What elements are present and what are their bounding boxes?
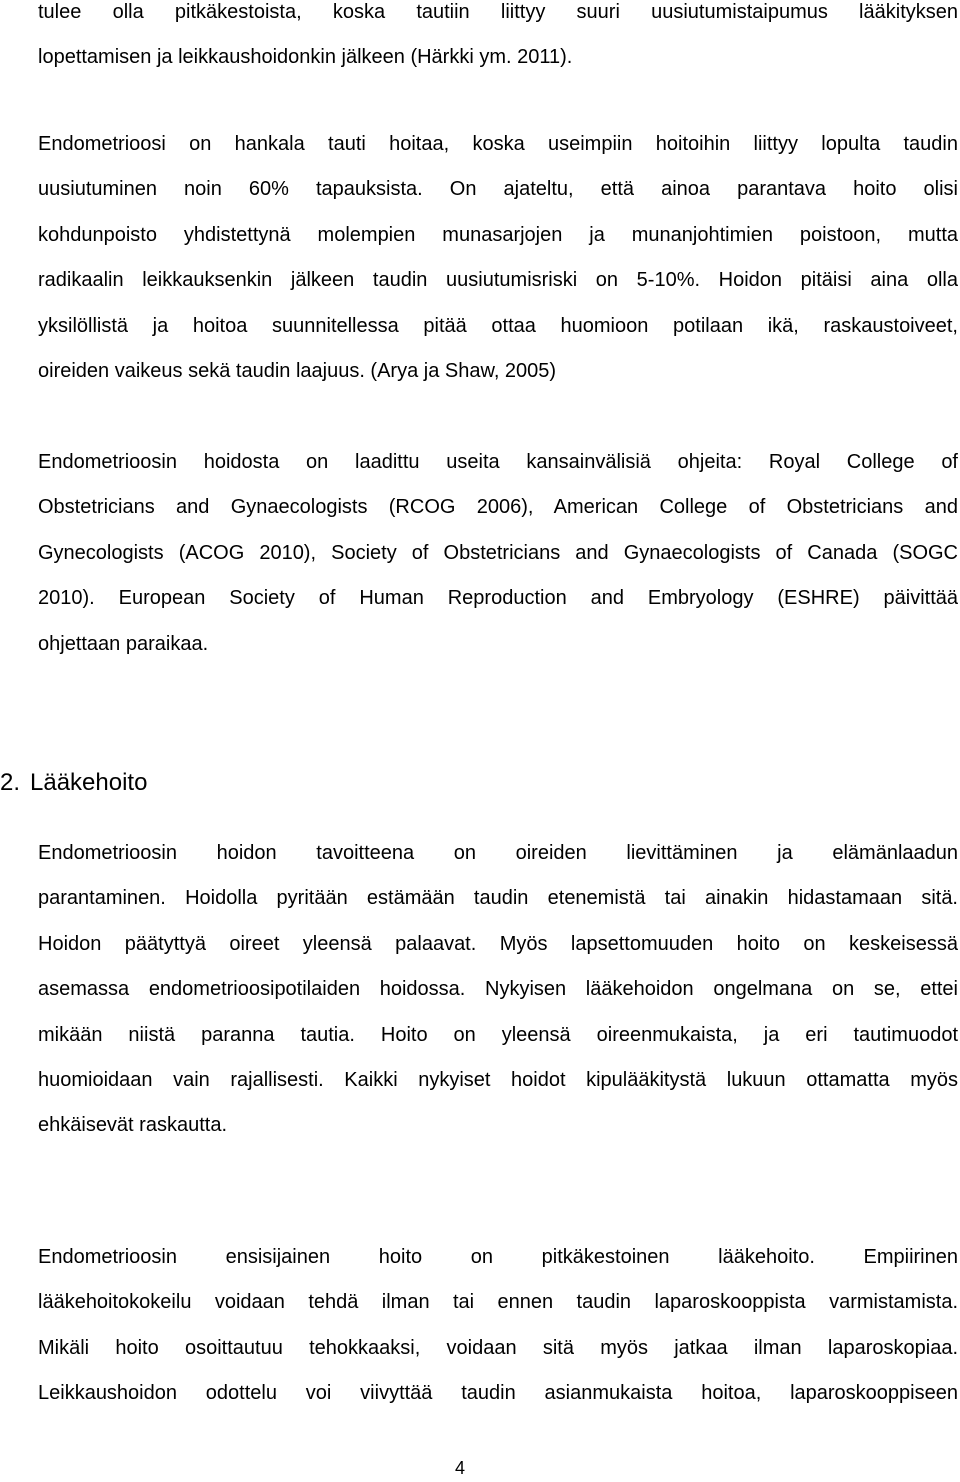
text-line: Endometrioosin hoidosta on laadittu useita kansainvälisiä ohjeita: Royal College of	[38, 451, 958, 473]
section-heading	[0, 768, 148, 798]
section-number: 2.	[0, 769, 21, 796]
text-line: uusiutuminen noin 60% tapauksista. On ajateltu, että ainoa parantava hoito olisi	[38, 178, 958, 201]
paragraph-treatment-goals	[38, 831, 958, 1149]
text-line: yksilöllistä ja hoitoa suunnitellessa pitää ottaa huomioon potilaan ikä, raskaustoiveet,	[38, 314, 958, 337]
paragraph-guidelines	[38, 440, 958, 667]
text-line: 2010). European Society of Human Reproduction and Embryology (ESHRE) päivittää	[38, 587, 958, 610]
text-line: radikaalin leikkauksenkin jälkeen taudin uusiutumisriski on 5-10%. Hoidon pitäisi aina olla	[38, 269, 958, 292]
text-line: Hoidon päätyttyä oireet yleensä palaavat. Myös lapsettomuuden hoito on keskeisessä	[38, 932, 958, 955]
text-line: Mikäli hoito osoittautuu tehokkaaksi, voidaan sitä myös jatkaa ilman laparoskopiaa.	[38, 1336, 958, 1359]
text-line: lääkehoitokokeilu voidaan tehdä ilman tai ennen taudin laparoskooppista varmistamista.	[38, 1291, 958, 1314]
text-line: ohjettaan paraikaa.	[38, 632, 209, 655]
text-line: mikään niistä paranna tautia. Hoito on yleensä oireenmukaista, ja eri tautimuodot	[38, 1023, 958, 1046]
page-number: 4	[454, 1458, 465, 1478]
text-line: asemassa endometrioosipotilaiden hoidossa. Nykyisen lääkehoidon ongelmana on se, ettei	[38, 978, 958, 1001]
text-line: lopettamisen ja leikkaushoidonkin jälkeen (Härkki ym. 2011).	[38, 46, 573, 69]
text-line: parantaminen. Hoidolla pyritään estämään taudin etenemistä tai ainakin hidastamaan sitä.	[38, 887, 958, 910]
paragraph-treatment-difficulty	[38, 122, 958, 394]
text-line: oireiden vaikeus sekä taudin laajuus. (Arya ja Shaw, 2005)	[38, 360, 557, 383]
text-line: Endometrioosi on hankala tauti hoitaa, koska useimpiin hoitoihin liittyy lopulta taudin	[38, 133, 958, 155]
text-line: Leikkaushoidon odottelu voi viivyttää taudin asianmukaista hoitoa, laparoskooppiseen	[38, 1382, 958, 1405]
paragraph-continuation	[38, 0, 958, 81]
text-line: ehkäisevät raskautta.	[38, 1114, 227, 1137]
text-line: huomioidaan vain rajallisesti. Kaikki nykyiset hoidot kipulääkitystä lukuun ottamatta myös	[38, 1069, 958, 1092]
text-line: Endometrioosin ensisijainen hoito on pitkäkestoinen lääkehoito. Empiirinen	[38, 1246, 958, 1268]
text-line: Gynecologists (ACOG 2010), Society of Obstetricians and Gynaecologists of Canada (SOGC	[38, 541, 958, 564]
text-line: Endometrioosin hoidon tavoitteena on oireiden lievittäminen ja elämänlaadun	[38, 842, 958, 864]
section-title: Lääkehoito	[30, 769, 148, 796]
text-line: kohdunpoisto yhdistettynä molempien munasarjojen ja munanjohtimien poistoon, mutta	[38, 223, 958, 246]
text-line: tulee olla pitkäkestoista, koska tautiin liittyy suuri uusiutumistaipumus lääkityksen	[38, 1, 958, 23]
text-line: Obstetricians and Gynaecologists (RCOG 2006), American College of Obstetricians and	[38, 496, 958, 519]
paragraph-primary-treatment	[38, 1235, 958, 1417]
